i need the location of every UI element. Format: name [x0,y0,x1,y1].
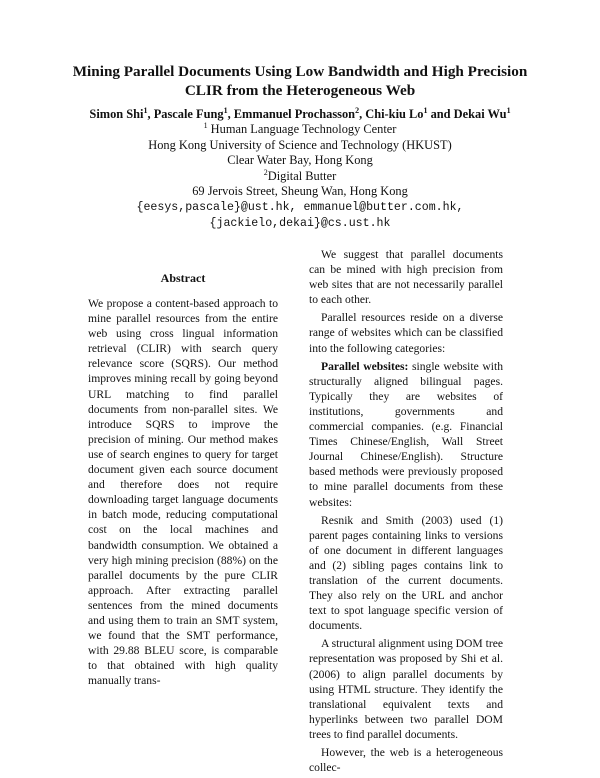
affiliation-2 [40,169,560,185]
author-list [30,107,570,122]
body-paragraph: A structural alignment using DOM tree representation was proposed by Shi et al. (2006) to align parallel documents by using HTML structure. They identify the translational equivalent texts and hyperlinks between two parallel DOM trees to find parallel documents. [309,637,503,741]
affiliation-1 [40,122,560,138]
abstract-column [88,296,278,691]
author-name: Simon Shi [89,107,144,121]
email-line: {eesys,pascale}@ust.hk, emmanuel@butter.com.hk, [136,200,464,214]
author-name: Chi-kiu Lo [365,107,424,121]
body-paragraph [309,359,503,510]
affiliation-mark: 2 [263,167,268,177]
author-affiliation-mark: 1 [423,105,428,115]
author-affiliation-mark: 1 [506,105,511,115]
author-affiliation-mark: 2 [355,105,360,115]
body-paragraph: Resnik and Smith (2003) used (1) parent pages containing links to versions of one document in different languages and (2) sibling pages contains link to translation of the current documents. They also rely on the URL and anchor text to spot language specific version of documents. [309,513,503,633]
author-name: Pascale Fung [153,107,224,121]
runin-heading: Parallel websites: [321,359,409,373]
affiliation-line: Human Language Technology Center [210,122,397,136]
affiliation-line: Hong Kong University of Science and Technology (HKUST) [148,137,452,152]
affiliation-mark: 1 [203,120,208,130]
paper-title [40,62,560,100]
author-separator: , [147,107,154,121]
affiliation-line: Clear Water Bay, Hong Kong [227,153,373,168]
author-name: Emmanuel Prochasson [233,107,356,121]
abstract-heading: Abstract [160,271,206,285]
email-line: {jackielo,dekai}@cs.ust.hk [209,216,391,230]
affiliations [40,122,560,231]
body-paragraph: Parallel resources reside on a diverse range of websites which can be classified into the following categories: [309,311,503,355]
author-affiliation-mark: 1 [223,105,228,115]
abstract-text: We propose a content-based approach to mine parallel resources from the entire web using cross lingual information retrieval (CLIR) with search query relevance score (SQRS). Our method improves mining recall by going beyond URL matching to find parallel documents from non-parallel sites. We introduce SQRS to improve the precision of mining. Our method makes use of search engines to query for target document given each source document and therefore does not require downloading target language documents in batch mode, reducing computational cost on the local machines and bandwidth consumption. We obtained a very high mining precision (88%) on the parallel documents by the pure CLIR approach. After extracting parallel sentences from the mined documents and using them to train an SMT system, we found that the SMT performance, with 29.88 BLEU score, is comparable to that obtained with high quality manually trans- [88,297,278,688]
affiliation-line: 69 Jervois Street, Sheung Wan, Hong Kong [192,184,408,199]
author-separator: , [227,107,234,121]
body-paragraph: We suggest that parallel documents can be mined with high precision from web sites that are not necessarily parallel to each other. [309,248,503,307]
author-conjunction: and [427,107,454,121]
title-line-2: CLIR from the Heterogeneous Web [184,82,416,99]
affiliation-line: Digital Butter [267,168,337,183]
author-name: Dekai Wu [453,107,507,121]
author-affiliation-mark: 1 [143,105,148,115]
body-paragraph: However, the web is a heterogeneous collec- [309,746,503,775]
title-line-1: Mining Parallel Documents Using Low Bandwidth and High Precision [72,63,528,80]
author-separator: , [359,107,366,121]
body-text: single website with structurally aligned bilingual pages. Typically they are websites of institutions, governments and commercial companies. (e.g. Financial Times Chinese/English, Wall Street Journal Chinese/English). Structure based methods were previously proposed to mine parallel documents from these websites: [309,359,504,509]
body-column-right [309,247,503,778]
